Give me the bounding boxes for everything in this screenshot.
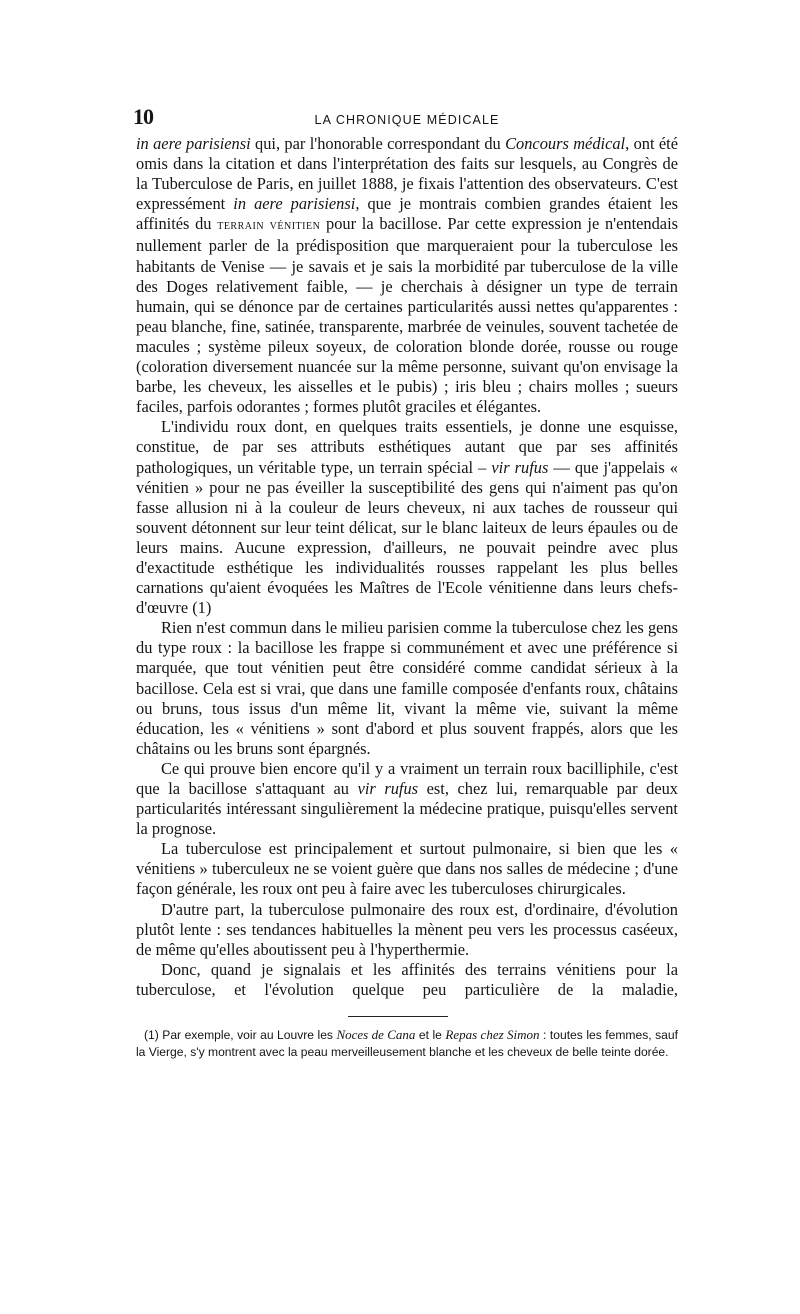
- page-number: 10: [133, 104, 153, 129]
- paragraph-3: Rien n'est commun dans le milieu parisien comme la tuberculose chez les gens du type roux : la bacillose les frappe si communément et avec une préférence si marquée, que tout vénitien peut être considéré comme candidat sérieux à la bacillose. Cela est si vrai, que dans une famille composée d'enfants roux, châtains ou bruns, tous issus d'un même lit, vivant la même vie, suivant la même éducation, les « vénitiens » sont d'abord et plus souvent frappés, alors que les châtains ou les bruns sont épargnés.: [136, 618, 678, 758]
- paragraph-1: [136, 134, 678, 417]
- paragraph-5: La tuberculose est principalement et surtout pulmonaire, si bien que les « vénitiens » tuberculeux ne se voient guère que dans nos salles de médecine ; d'une façon générale, les roux ont peu à faire avec les tuberculoses chirurgicales.: [136, 839, 678, 899]
- paragraph-6: D'autre part, la tuberculose pulmonaire des roux est, d'ordinaire, d'évolution plutôt lente : ses tendances habituelles la mènent peu vers les processus caséeux, de même qu'elles aboutissent peu à l'hyperthermie.: [136, 899, 678, 959]
- italic-title: Repas chez Simon: [445, 1027, 540, 1043]
- italic-phrase: vir rufus: [357, 779, 419, 798]
- text-run: : toutes les femmes, sauf la Vierge, s'y montrent avec la peau merveilleusement blanche et les cheveux de belle teinte dorée.: [136, 1028, 678, 1059]
- paragraph-7: Donc, quand je signalais et les affinités des terrains vénitiens pour la tuberculose, et l'évolution quelque peu particulière de la maladie,: [136, 959, 678, 999]
- small-caps-term: terrain vénitien: [217, 218, 321, 234]
- text-run: et le: [415, 1028, 446, 1043]
- text-run: (1) Par exemple, voir au Louvre les: [144, 1028, 337, 1043]
- text-run: , ont été omis dans la citation et dans l'interprétation des faits sur lesquels, au Congrès de la Tuberculose de Paris, en juillet 1888, je fixais l'attention des observateurs. C'est expressément: [136, 134, 678, 214]
- body-text: [136, 134, 678, 1000]
- paragraph-2: [136, 417, 678, 618]
- italic-phrase: Concours médical: [505, 134, 626, 153]
- page-header: [133, 104, 678, 134]
- book-page: [133, 104, 679, 1061]
- text-run: est, chez lui, remarquable par deux particularités intéressant singulièrement la médecine pratique, puisqu'elles servent la prognose.: [136, 779, 678, 839]
- footnote: [136, 1027, 678, 1061]
- text-run: pour la bacillose. Par cette expression je n'entendais nullement parler de la prédisposition que marqueraient pour la tuberculose les habitants de Venise — je savais et je sais la morbidité par tuberculose de la ville des Doges relativement faible, — je cherchais à désigner un type de terrain humain, qui se dénonce par de certaines particularités aussi nettes qu'apparentes : peau blanche, fine, satinée, transparente, marbrée de veinules, souvent tachetée de macules ; système pileux soyeux, de coloration blonde dorée, rousse ou rouge (coloration diversement nuancée sur la même personne, suivant qu'on envisage la barbe, les cheveux, les aisselles et le pubis) ; iris bleu ; chairs molles ; sueurs faciles, parfois odorantes ; formes plutôt graciles et élégantes.: [136, 214, 679, 417]
- text-run: qui, par l'honorable correspondant du: [250, 134, 506, 153]
- italic-title: Noces de Cana: [336, 1027, 416, 1043]
- text-run: L'individu roux dont, en quelques traits essentiels, je donne une esquisse, constitue, de par ses attributs esthétiques autant que par ses affinités pathologiques, un véritable type, un terrain spécial –: [136, 417, 678, 477]
- paragraph-4: [136, 759, 678, 839]
- italic-phrase: in aere parisiensi: [136, 134, 251, 153]
- footnote-divider: [348, 1016, 448, 1017]
- text-run: Ce qui prouve bien encore qu'il y a vraiment un terrain roux bacilliphile, c'est que la bacillose s'attaquant au: [136, 758, 678, 798]
- text-run: — que j'appelais « vénitien » pour ne pas éveiller la susceptibilité des gens qui n'aiment pas qu'on fasse allusion ni à la couleur de leurs cheveux, ni aux taches de rousseur qui souvent détonnent sur leur teint délicat, sur le blanc laiteux de leurs épaules ou de leurs mains. Aucune expression, d'ailleurs, ne pouvait peindre avec plus d'exactitude esthétique les individualités rousses rappelant les plus belles carnations qu'aient évoquées les Maîtres de l'Ecole vénitienne dans leurs chefs-d'œuvre (1): [136, 457, 678, 618]
- italic-phrase: vir rufus: [491, 457, 549, 477]
- text-run: , que je montrais combien grandes étaient les affinités du: [136, 194, 678, 234]
- running-head: LA CHRONIQUE MÉDICALE: [314, 113, 500, 127]
- italic-phrase: in aere parisiensi: [233, 194, 356, 214]
